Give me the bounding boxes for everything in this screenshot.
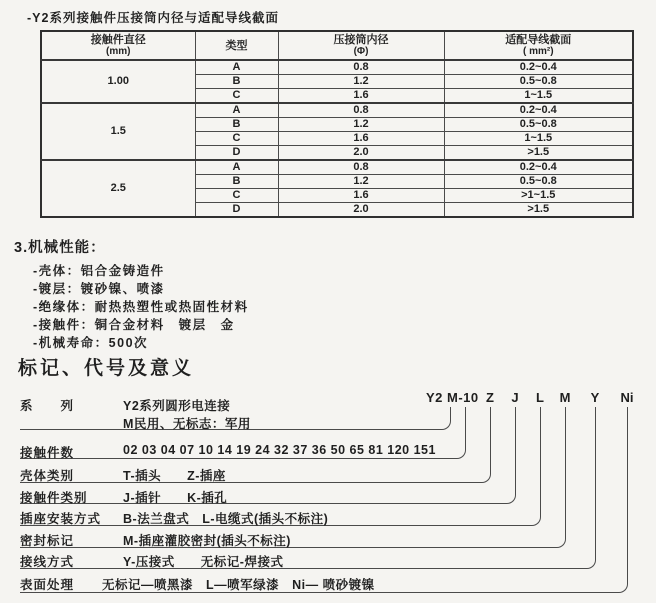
row-value: M-插座灌胶密封(插头不标注)	[123, 534, 291, 548]
crimp-table-header	[41, 31, 633, 60]
table-row	[41, 60, 633, 75]
cell-wire: 0.5~0.8	[444, 75, 633, 89]
code-symbol-J: J	[511, 390, 519, 405]
header-unit: (mm)	[106, 45, 131, 57]
header-contact-diameter	[41, 31, 195, 60]
cell-bore: 1.2	[278, 75, 444, 89]
cell-type: A	[195, 160, 278, 175]
code-symbol-Y: Y	[590, 390, 600, 405]
code-line-wiring-style	[20, 407, 596, 569]
code-symbol-M: M	[559, 390, 571, 405]
cell-bore: 1.6	[278, 132, 444, 146]
cell-wire: 0.2~0.4	[444, 160, 633, 175]
cell-type: B	[195, 175, 278, 189]
cell-type: C	[195, 132, 278, 146]
cell-type: D	[195, 146, 278, 161]
row-value: M民用、无标志：军用	[123, 417, 251, 431]
cell-wire: 0.5~0.8	[444, 118, 633, 132]
mechanical-item: -机械寿命：500次	[33, 336, 149, 350]
code-symbol-L: L	[536, 390, 544, 405]
row-value: 02 03 04 07 10 14 19 24 32 37 36 50 65 81 120 151	[123, 443, 436, 457]
mechanical-item: -壳体：铝合金铸造件	[33, 264, 165, 278]
row-value: T-插头 Z-插座	[123, 469, 226, 483]
cell-type: A	[195, 103, 278, 118]
cell-wire: 0.2~0.4	[444, 60, 633, 75]
cell-type: A	[195, 60, 278, 75]
header-wire-section	[444, 31, 633, 60]
mechanical-item: -接触件：铜合金材料 镀层 金	[33, 318, 235, 332]
group-2.5	[41, 160, 633, 217]
row-label: 插座安装方式	[20, 512, 102, 526]
code-prefix: Y2 M-10	[426, 390, 479, 405]
group-1.00	[41, 60, 633, 103]
cell-type: C	[195, 189, 278, 203]
cell-wire: >1.5	[444, 146, 633, 161]
cell-wire: 0.2~0.4	[444, 103, 633, 118]
cell-type: B	[195, 75, 278, 89]
row-label: 接触件数	[20, 446, 75, 460]
row-value: Y-压接式 无标记-焊接式	[123, 555, 284, 569]
code-symbol-Ni: Ni	[620, 390, 634, 405]
row-label: 接线方式	[20, 555, 75, 569]
cell-diameter: 1.00	[41, 60, 195, 103]
row-label: 接触件类别	[20, 491, 88, 505]
cell-wire: 1~1.5	[444, 132, 633, 146]
cell-bore: 0.8	[278, 160, 444, 175]
row-value: 无标记—喷黑漆 L—喷军绿漆 Ni— 喷砂镀镍	[102, 578, 375, 592]
cell-wire: >1.5	[444, 203, 633, 218]
cell-type: C	[195, 89, 278, 104]
table-row	[41, 103, 633, 118]
header-unit: ( mm²)	[522, 45, 554, 57]
cell-diameter: 1.5	[41, 103, 195, 160]
header-type	[195, 31, 278, 60]
code-symbol-Z: Z	[486, 390, 494, 405]
cell-bore: 0.8	[278, 60, 444, 75]
header-line: 适配导线截面	[505, 33, 572, 46]
crimp-table	[40, 30, 634, 218]
code-line-surface-finish	[20, 407, 628, 593]
row-label: 系 列	[20, 399, 75, 413]
mechanical-item: -绝缘体：耐热热塑性或热固性材料	[33, 300, 249, 314]
row-label: 壳体类别	[20, 469, 75, 483]
cell-bore: 2.0	[278, 203, 444, 218]
cell-type: B	[195, 118, 278, 132]
row-value: Y2系列圆形电连接	[123, 399, 231, 413]
cell-bore: 1.2	[278, 175, 444, 189]
mechanical-item: -镀层：镀砂镍、喷漆	[33, 282, 165, 296]
row-value: B-法兰盘式 L-电缆式(插头不标注)	[123, 512, 329, 526]
cell-bore: 2.0	[278, 146, 444, 161]
cell-wire: >1~1.5	[444, 189, 633, 203]
crimp-table-title: -Y2系列接触件压接筒内径与适配导线截面	[27, 11, 279, 25]
group-1.5	[41, 103, 633, 160]
mechanical-heading: 3.机械性能：	[14, 240, 106, 256]
row-label: 密封标记	[20, 534, 75, 548]
header-bore	[278, 31, 444, 60]
cell-diameter: 2.5	[41, 160, 195, 217]
header-line: 压接筒内径	[333, 33, 389, 46]
header-line: 接触件直径	[90, 33, 146, 46]
cell-bore: 1.2	[278, 118, 444, 132]
row-label: 表面处理	[20, 578, 75, 592]
cell-bore: 0.8	[278, 103, 444, 118]
cell-bore: 1.6	[278, 189, 444, 203]
header-line: 类型	[225, 39, 248, 52]
cell-bore: 1.6	[278, 89, 444, 104]
cell-wire: 1~1.5	[444, 89, 633, 104]
row-value: J-插针 K-插孔	[123, 491, 228, 505]
cell-type: D	[195, 203, 278, 218]
header-unit: (Φ)	[353, 45, 369, 57]
marking-heading: 标记、代号及意义	[18, 358, 195, 379]
cell-wire: 0.5~0.8	[444, 175, 633, 189]
table-row	[41, 160, 633, 175]
